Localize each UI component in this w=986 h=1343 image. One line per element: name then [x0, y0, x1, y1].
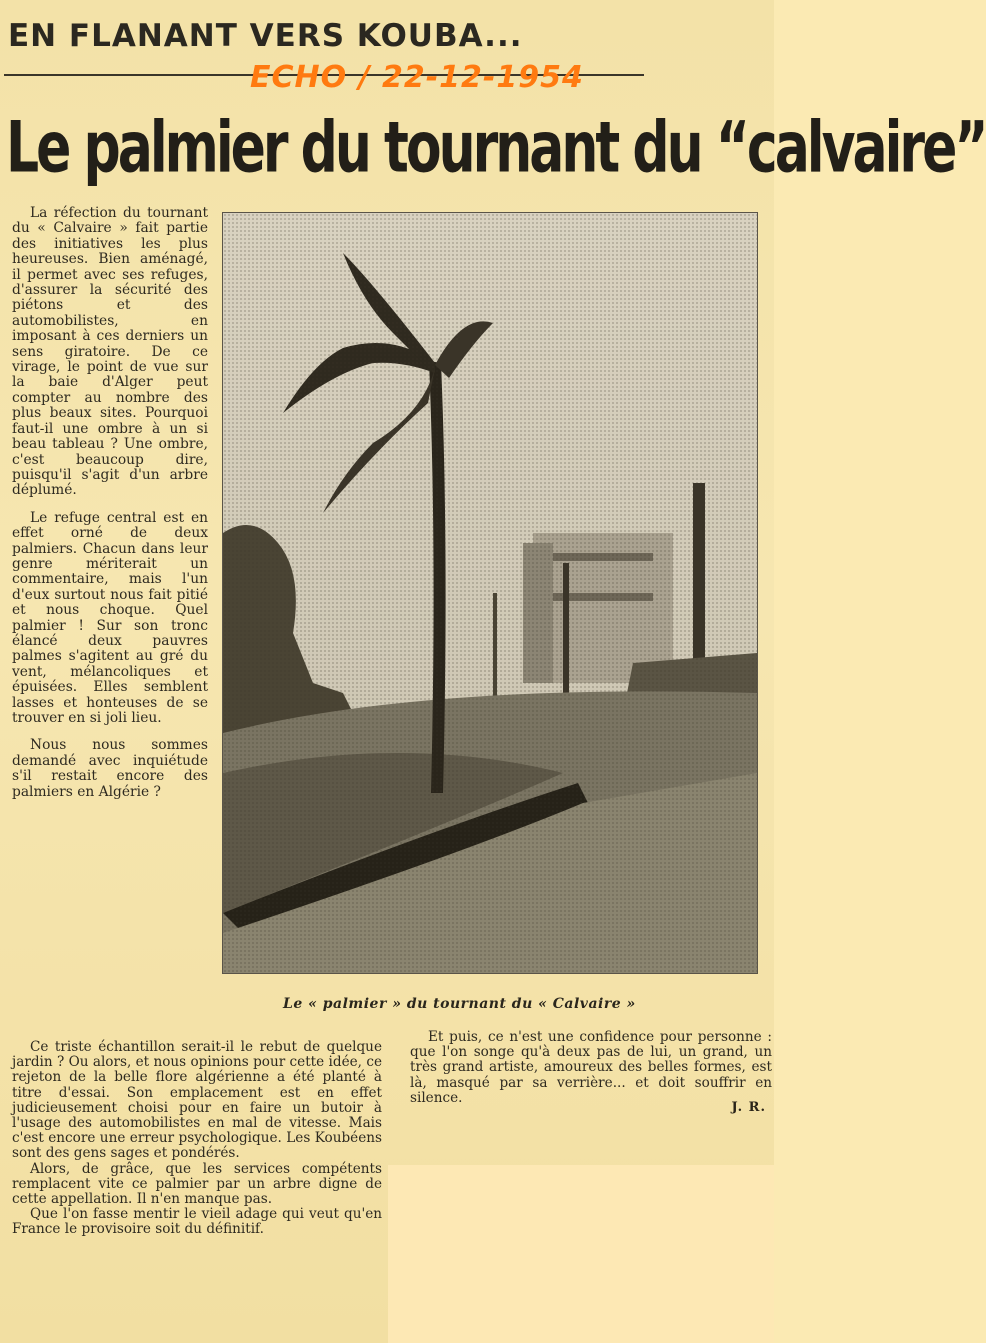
- palm-tree-photo: [222, 212, 758, 974]
- paragraph: Et puis, ce n'est une confidence pour personne : que l'on songe qu'à deux pas de lui, un grand, un très grand artiste, amoureux des belles formes, est là, masqué par sa verrière... et doit souffrir en silence.: [410, 1029, 772, 1106]
- paragraph: Alors, de grâce, que les services compétents remplacent vite ce palmier par un arbre digne de cette appellation. Il n'en manque pas.: [12, 1160, 382, 1208]
- paragraph: Le refuge central est en effet orné de deux palmiers. Chacun dans leur genre mériterait un commentaire, mais l'un d'eux surtout nous fait pitié et nous choque. Quel palmier ! Sur son tronc élancé deux pauvres palmes s'agitent au gré du vent, mélancoliques et épuisées. Elles semblent lasses et honteuses de se trouver en si joli lieu.: [12, 509, 208, 726]
- paragraph: Nous nous sommes demandé avec inquiétude s'il restait encore des palmiers en Algérie ?: [12, 737, 208, 800]
- source-date-stamp: ECHO / 22-12-1954: [250, 60, 584, 95]
- paragraph: La réfection du tournant du « Calvaire » fait partie des initiatives les plus heureuses. Bien aménagé, il permet avec ses refuges, d'assurer la sécurité des piétons et des automobilistes, en imposant à ces derniers un sens giratoire. De ce virage, le point de vue sur la baie d'Alger peut compter au nombre des plus beaux sites. Pourquoi faut-il une ombre à un si beau tableau ? Une ombre, c'est beaucoup dire, puisqu'il s'agit d'un arbre déplumé.: [12, 205, 208, 499]
- paragraph: Que l'on fasse mentir le vieil adage qui veut qu'en France le provisoire soit du définitif.: [12, 1206, 382, 1238]
- photo-caption: Le « palmier » du tournant du « Calvaire »: [283, 996, 636, 1012]
- headline: Le palmier du tournant du “calvaire”: [6, 108, 986, 189]
- author-signature: J. R.: [731, 1100, 766, 1115]
- kicker-title: EN FLANANT VERS KOUBA...: [8, 18, 523, 54]
- article-column-bottom: [12, 1040, 382, 1238]
- article-column-left: [12, 206, 208, 800]
- article-column-right: [410, 1030, 772, 1106]
- paragraph: Ce triste échantillon serait-il le rebut de quelque jardin ? Ou alors, et nous opinions pour cette idée, ce rejeton de la belle flore algérienne a été planté à titre d'essai. Son emplacement est en effet judicieusement choisi pour en faire un butoir à l'usage des automobilistes en mal de vitesse. Mais c'est encore une erreur psychologique. Les Koubéens sont des gens sages et pondérés.: [12, 1039, 382, 1162]
- blank-area: [388, 1165, 774, 1343]
